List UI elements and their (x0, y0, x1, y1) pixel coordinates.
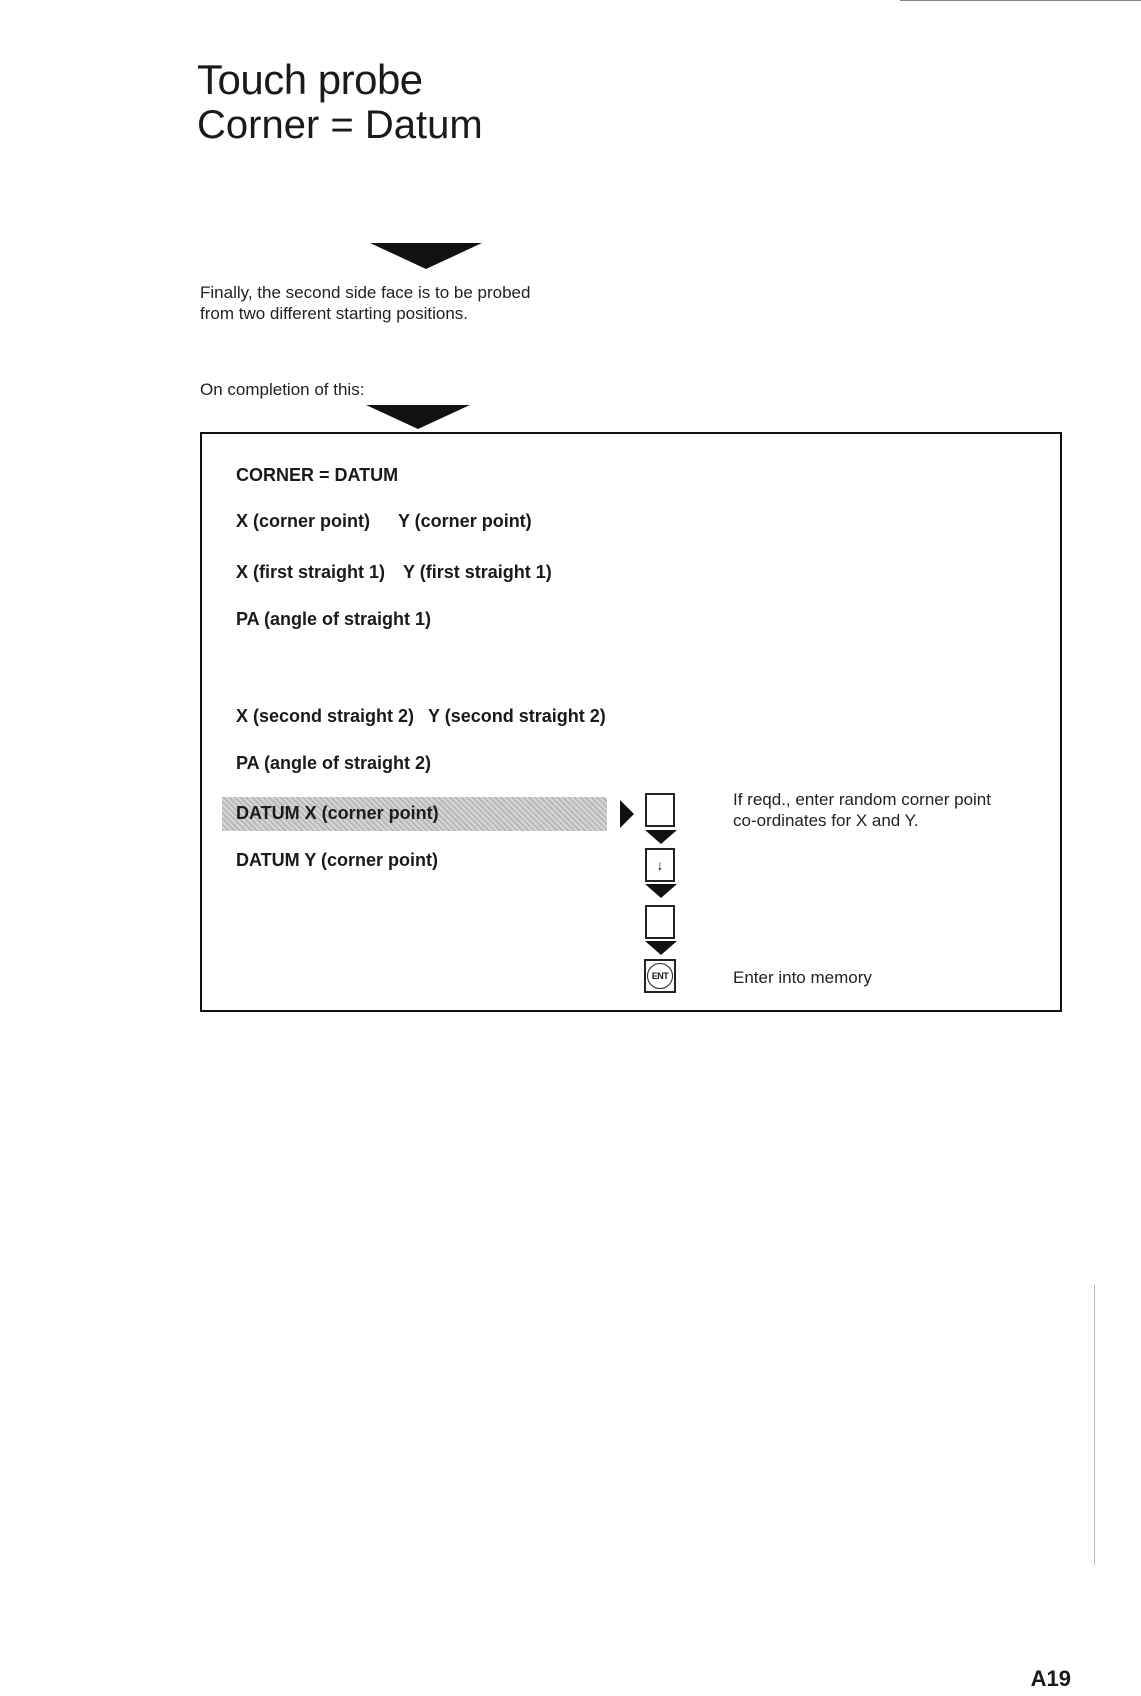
input-key[interactable] (645, 793, 675, 827)
row-x-value: X (second straight 2) (236, 706, 415, 726)
row-x-value: X (first straight 1) (236, 562, 386, 582)
corner-note-line-2: co-ordinates for X and Y. (733, 811, 919, 830)
completion-text: On completion of this: (200, 380, 365, 399)
arrow-down-icon (645, 884, 677, 898)
down-arrow-icon: ↓ (656, 857, 664, 873)
page-number: A19 (1030, 1666, 1071, 1691)
corner-note-line-1: If reqd., enter random corner point (733, 790, 991, 809)
intro-line-1: Finally, the second side face is to be probed (200, 283, 531, 302)
play-pointer-icon (620, 800, 634, 828)
highlighted-datum-x: DATUM X (corner point) (236, 803, 439, 823)
row-corner-point (236, 510, 532, 532)
input-key[interactable] (645, 905, 675, 939)
row-second-straight (236, 705, 606, 727)
row-angle-straight-1: PA (angle of straight 1) (236, 609, 432, 629)
margin-mark (1094, 1285, 1095, 1565)
row-y-value: Y (second straight 2) (428, 706, 606, 726)
row-y-value: Y (corner point) (398, 511, 532, 531)
arrow-down-icon (370, 243, 482, 269)
corner-note (733, 789, 991, 831)
row-first-straight (236, 561, 552, 583)
box-header: CORNER = DATUM (236, 465, 399, 485)
arrow-down-icon (645, 941, 677, 955)
page-title: Touch probe (197, 56, 423, 103)
memory-note: Enter into memory (733, 968, 872, 987)
row-x-value: X (corner point) (236, 511, 370, 531)
ent-key[interactable] (644, 959, 676, 993)
arrow-down-icon (645, 830, 677, 844)
datum-y-row: DATUM Y (corner point) (236, 850, 438, 870)
intro-line-2: from two different starting positions. (200, 304, 469, 323)
ent-icon: ENT (647, 963, 673, 989)
page-subtitle: Corner = Datum (197, 103, 483, 147)
arrow-down-icon (366, 405, 470, 429)
row-y-value: Y (first straight 1) (403, 562, 552, 582)
intro-paragraph (200, 282, 530, 324)
down-key[interactable] (645, 848, 675, 882)
row-angle-straight-2: PA (angle of straight 2) (236, 753, 432, 773)
top-rule (900, 0, 1141, 1)
